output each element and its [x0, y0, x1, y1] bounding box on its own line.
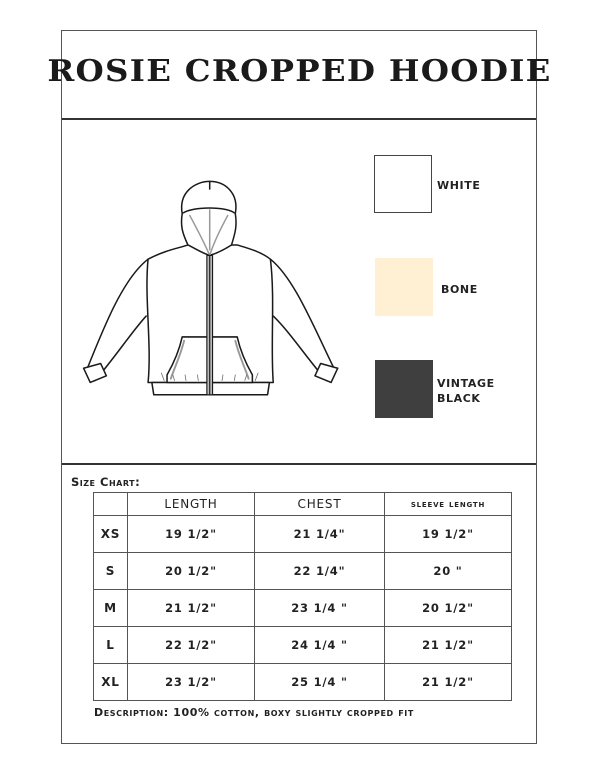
size-cell: XS [94, 516, 128, 553]
title-section [46, 31, 552, 120]
column-header-size [94, 493, 128, 516]
chest-cell: 25 1/4 " [255, 664, 385, 701]
product-description: Description: 100% cotton, boxy slightly cropped fit [94, 706, 414, 719]
product-image-section [62, 120, 536, 465]
table-row [94, 553, 512, 590]
sleeve-cell: 20 1/2" [385, 590, 512, 627]
length-cell: 21 1/2" [128, 590, 255, 627]
size-cell: M [94, 590, 128, 627]
color-label-white: WHITE [437, 179, 481, 192]
size-cell: XL [94, 664, 128, 701]
table-row [94, 664, 512, 701]
column-header-sleeve-length: sleeve length [385, 493, 512, 516]
color-label-bone: BONE [441, 283, 478, 296]
color-swatch-bone [375, 258, 433, 316]
length-cell: 23 1/2" [128, 664, 255, 701]
sleeve-cell: 20 " [385, 553, 512, 590]
sleeve-cell: 21 1/2" [385, 627, 512, 664]
size-chart-heading: Size Chart: [71, 475, 141, 489]
chest-cell: 21 1/4" [255, 516, 385, 553]
sleeve-cell: 21 1/2" [385, 664, 512, 701]
size-cell: S [94, 553, 128, 590]
table-row [94, 516, 512, 553]
sleeve-cell: 19 1/2" [385, 516, 512, 553]
table-row [94, 590, 512, 627]
color-label-line2: BLACK [437, 392, 481, 405]
size-cell: L [94, 627, 128, 664]
spec-sheet-frame [46, 30, 552, 744]
table-row [94, 627, 512, 664]
color-label-vintage-black [437, 376, 495, 406]
length-cell: 19 1/2" [128, 516, 255, 553]
color-label-line1: VINTAGE [437, 377, 495, 390]
column-header-chest: CHEST [255, 493, 385, 516]
color-swatch-vintage-black [375, 360, 433, 418]
chest-cell: 23 1/4 " [255, 590, 385, 627]
hoodie-icon [76, 172, 351, 408]
length-cell: 22 1/2" [128, 627, 255, 664]
chest-cell: 22 1/4" [255, 553, 385, 590]
table-header-row [94, 493, 512, 516]
color-swatch-white [374, 155, 432, 213]
length-cell: 20 1/2" [128, 553, 255, 590]
size-chart-table [93, 492, 512, 701]
page-title: ROSIE CROPPED HOODIE [46, 54, 552, 89]
chest-cell: 24 1/4 " [255, 627, 385, 664]
column-header-length: LENGTH [128, 493, 255, 516]
